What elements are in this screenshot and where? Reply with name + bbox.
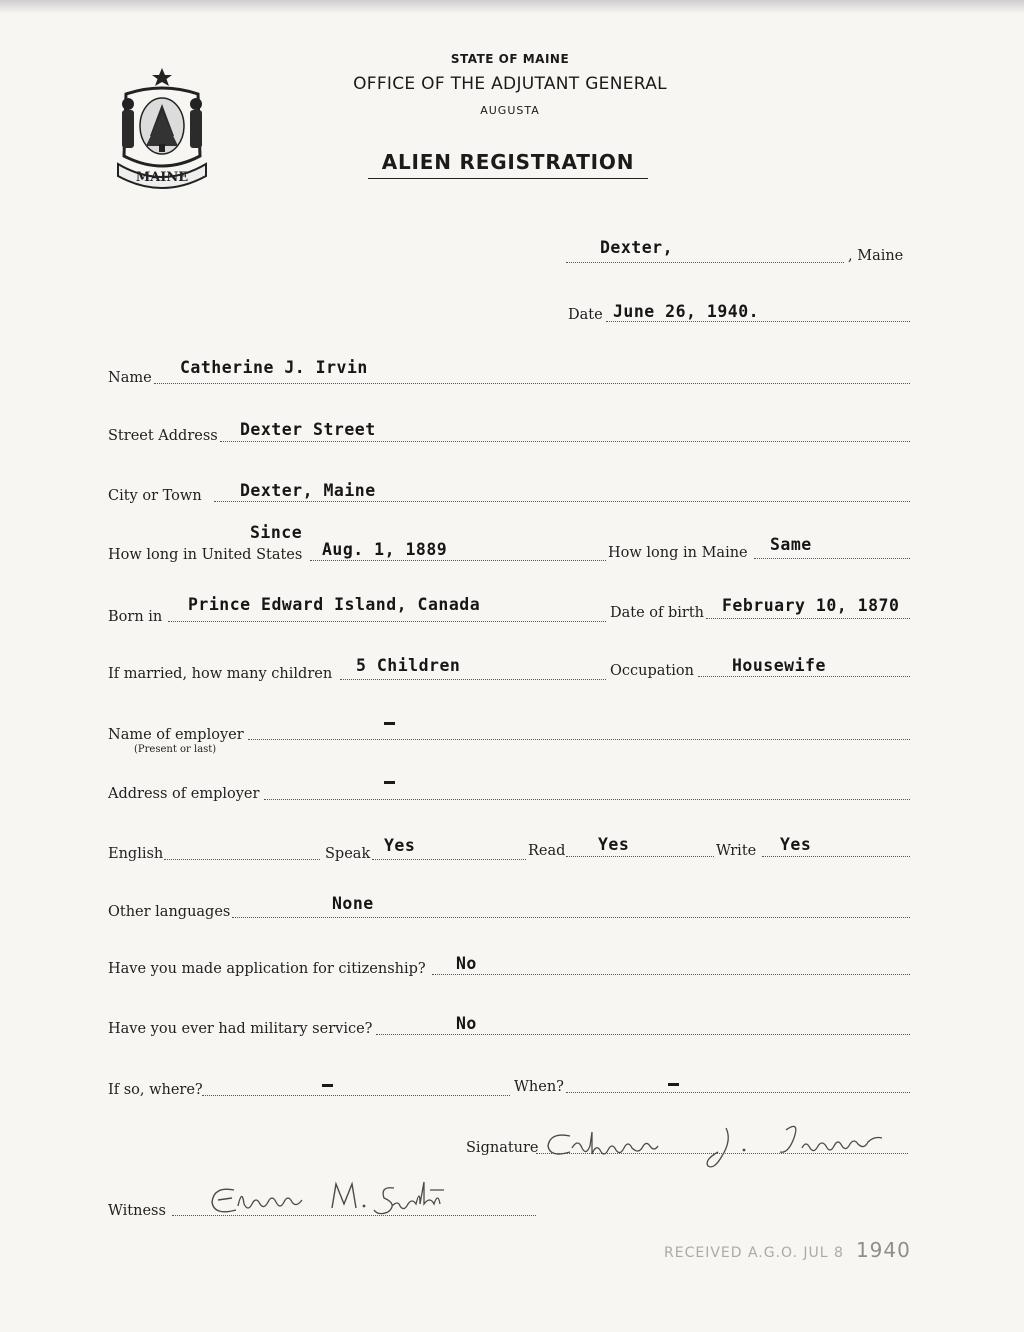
us-duration-value: Aug. 1, 1889 — [322, 540, 448, 559]
where-line — [202, 1095, 510, 1096]
speak-line — [372, 859, 526, 860]
where-label: If so, where? — [108, 1082, 203, 1098]
employer-name-sublabel: (Present or last) — [134, 744, 217, 755]
occupation-line — [698, 676, 910, 677]
name-value: Catherine J. Irvin — [180, 358, 368, 377]
when-value — [668, 1083, 679, 1086]
city-value: Dexter, Maine — [240, 481, 376, 500]
citizenship-value: No — [456, 954, 477, 973]
military-line — [376, 1034, 910, 1035]
employer-address-value — [384, 781, 395, 784]
street-line — [220, 441, 910, 442]
write-label: Write — [716, 843, 757, 859]
us-duration-line — [310, 560, 606, 561]
header-office: OFFICE OF THE ADJUTANT GENERAL — [353, 74, 667, 94]
military-value: No — [456, 1014, 477, 1033]
employer-name-line — [248, 739, 910, 740]
employer-address-label: Address of employer — [108, 786, 260, 802]
children-value: 5 Children — [356, 656, 461, 675]
received-stamp-year: 1940 — [855, 1238, 911, 1262]
date-value: June 26, 1940. — [613, 302, 760, 321]
form-title: ALIEN REGISTRATION — [368, 150, 648, 179]
occupation-label: Occupation — [610, 663, 694, 679]
dob-label: Date of birth — [610, 605, 705, 621]
header-state: STATE OF MAINE — [450, 52, 570, 66]
english-label: English — [108, 846, 164, 862]
when-line — [566, 1092, 910, 1093]
maine-state-seal-icon — [108, 64, 216, 192]
signature-label: Signature — [466, 1140, 539, 1156]
maine-duration-value: Same — [770, 535, 812, 554]
witness-handwriting — [204, 1176, 484, 1226]
other-languages-line — [232, 917, 910, 918]
employer-address-line — [264, 799, 910, 800]
read-line — [566, 856, 714, 857]
dob-value: February 10, 1870 — [722, 596, 900, 615]
city-line — [214, 501, 910, 502]
read-value: Yes — [598, 835, 630, 854]
received-stamp-text: RECEIVED A.G.O. JUL 8 — [664, 1245, 844, 1261]
children-line — [340, 679, 606, 680]
signature-handwriting — [540, 1114, 910, 1178]
write-line — [762, 856, 910, 857]
date-line — [606, 321, 910, 322]
when-label: When? — [514, 1079, 564, 1095]
employer-name-value — [384, 722, 395, 725]
street-label: Street Address — [108, 428, 218, 444]
occupation-value: Housewife — [732, 656, 826, 675]
children-label: If married, how many children — [108, 666, 333, 682]
other-languages-value: None — [332, 894, 374, 913]
city-label: City or Town — [108, 488, 202, 504]
date-label: Date — [568, 307, 603, 323]
town-value: Dexter, — [600, 238, 674, 257]
english-line — [164, 859, 320, 860]
employer-name-label: Name of employer — [108, 727, 244, 743]
street-value: Dexter Street — [240, 420, 376, 439]
citizenship-line — [432, 974, 910, 975]
witness-label: Witness — [108, 1203, 166, 1219]
name-label: Name — [108, 370, 152, 386]
maine-duration-label: How long in Maine — [608, 545, 748, 561]
us-duration-label: How long in United States — [108, 547, 303, 563]
born-in-line — [168, 621, 606, 622]
other-languages-label: Other languages — [108, 904, 231, 920]
dob-line — [706, 618, 910, 619]
where-value — [322, 1084, 333, 1087]
speak-value: Yes — [384, 836, 416, 855]
us-duration-prefix: Since — [250, 523, 303, 542]
born-in-value: Prince Edward Island, Canada — [188, 595, 481, 614]
town-line — [566, 262, 844, 263]
speak-label: Speak — [325, 846, 371, 862]
town-suffix-label: , Maine — [848, 248, 904, 264]
read-label: Read — [528, 843, 566, 859]
header-city: AUGUSTA — [480, 104, 540, 117]
citizenship-label: Have you made application for citizenship? — [108, 961, 426, 977]
scan-edge — [0, 0, 1024, 14]
born-in-label: Born in — [108, 609, 163, 625]
military-label: Have you ever had military service? — [108, 1021, 373, 1037]
write-value: Yes — [780, 835, 812, 854]
seal-text: MAINE — [135, 170, 189, 185]
name-line — [154, 383, 910, 384]
received-stamp — [664, 1238, 911, 1262]
maine-duration-line — [754, 558, 910, 559]
